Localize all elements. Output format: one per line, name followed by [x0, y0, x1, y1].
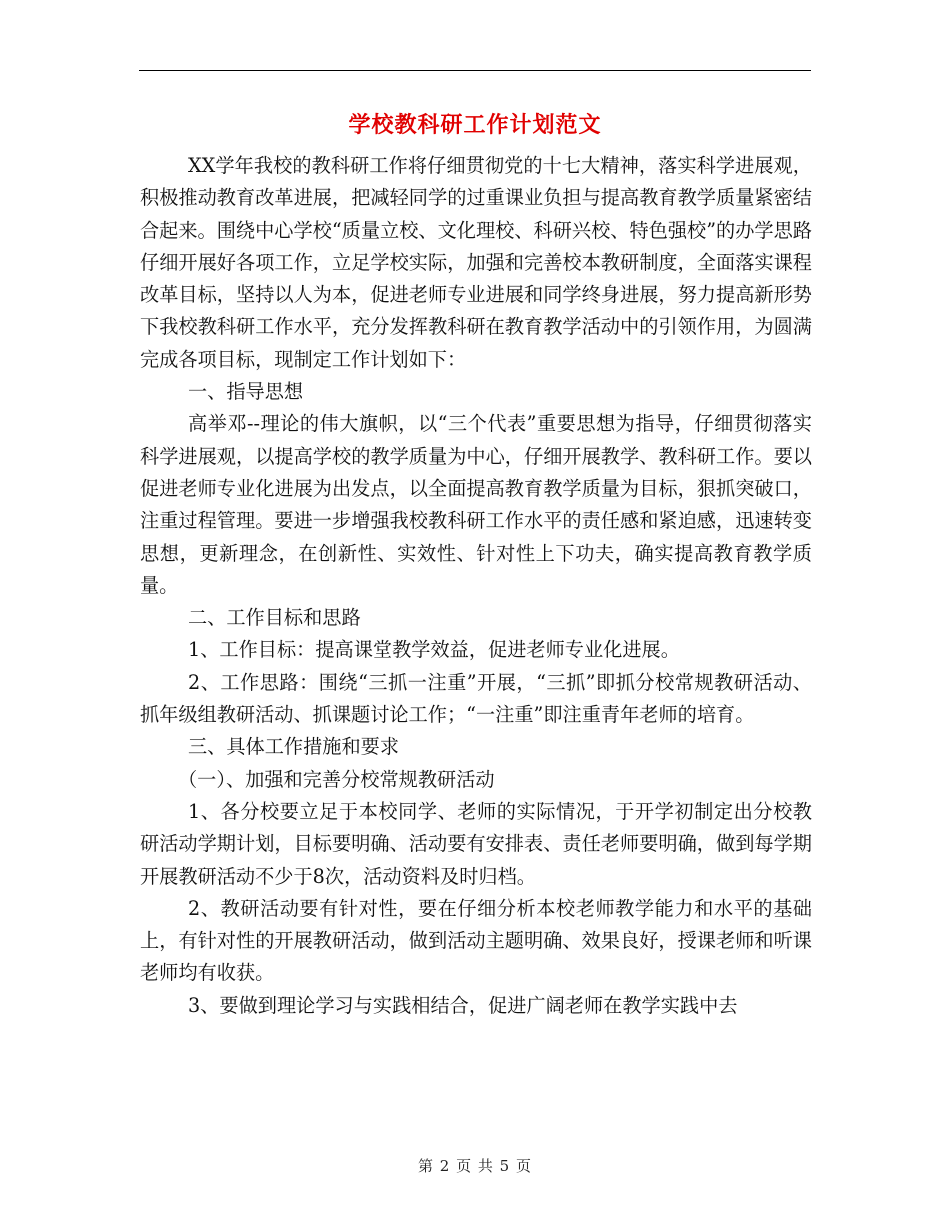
- document-body: [140, 150, 812, 1022]
- paragraph-measure-2: 2、教研活动要有针对性，要在仔细分析本校老师教学能力和水平的基础上，有针对性的开展教研活动，做到活动主题明确、效果良好，授课老师和听课老师均有收获。: [140, 896, 812, 985]
- heading-guiding-thought: 一、指导思想: [188, 380, 304, 404]
- heading-measures: 三、具体工作措施和要求: [188, 735, 400, 759]
- paragraph-intro: XX学年我校的教科研工作将仔细贯彻党的十七大精神，落实科学进展观，积极推动教育改革进展，把减轻同学的过重课业负担与提高教育教学质量紧密结合起来。围绕中心学校“质量立校、文化理校、科研兴校、特色强校”的办学思路仔细开展好各项工作，立足学校实际，加强和完善校本教研制度，全面落实课程改革目标，坚持以人为本，促进老师专业进展和同学终身进展，努力提高新形势下我校教科研工作水平，充分发挥教科研在教育教学活动中的引领作用，为圆满完成各项目标，现制定工作计划如下：: [140, 154, 812, 371]
- paragraph-goal: 1、工作目标：提高课堂教学效益，促进老师专业化进展。: [188, 638, 680, 662]
- subheading-routine-activities: （一）、加强和完善分校常规教研活动: [178, 767, 495, 791]
- paragraph-guiding-thought: 高举邓--理论的伟大旗帜，以“三个代表”重要思想为指导，仔细贯彻落实科学进展观，以提高学校的教学质量为中心，仔细开展教学、教科研工作。要以促进老师专业化进展为出发点，以全面提高教育教学质量为目标，狠抓突破口，注重过程管理。要进一步增强我校教科研工作水平的责任感和紧迫感，迅速转变思想，更新理念，在创新性、实效性、针对性上下功夫，确实提高教育教学质量。: [140, 412, 812, 597]
- paragraph-measure-3: 3、要做到理论学习与实践相结合，促进广阔老师在教学实践中去: [188, 993, 738, 1017]
- document-title: 学校教科研工作计划范文: [348, 113, 602, 138]
- page-footer: 第 2 页 共 5 页: [418, 1157, 532, 1175]
- paragraph-approach: 2、工作思路：围绕“三抓一注重”开展，“三抓”即抓分校常规教研活动、抓年级组教研活动、抓课题讨论工作；“一注重”即注重青年老师的培育。: [140, 670, 812, 727]
- heading-goals: 二、工作目标和思路: [188, 606, 361, 630]
- header-rule: [139, 70, 811, 71]
- paragraph-measure-1: 1、各分校要立足于本校同学、老师的实际情况，于开学初制定出分校教研活动学期计划，目标要明确、活动要有安排表、责任老师要明确，做到每学期开展教研活动不少于8次，活动资料及时归档。: [140, 799, 812, 888]
